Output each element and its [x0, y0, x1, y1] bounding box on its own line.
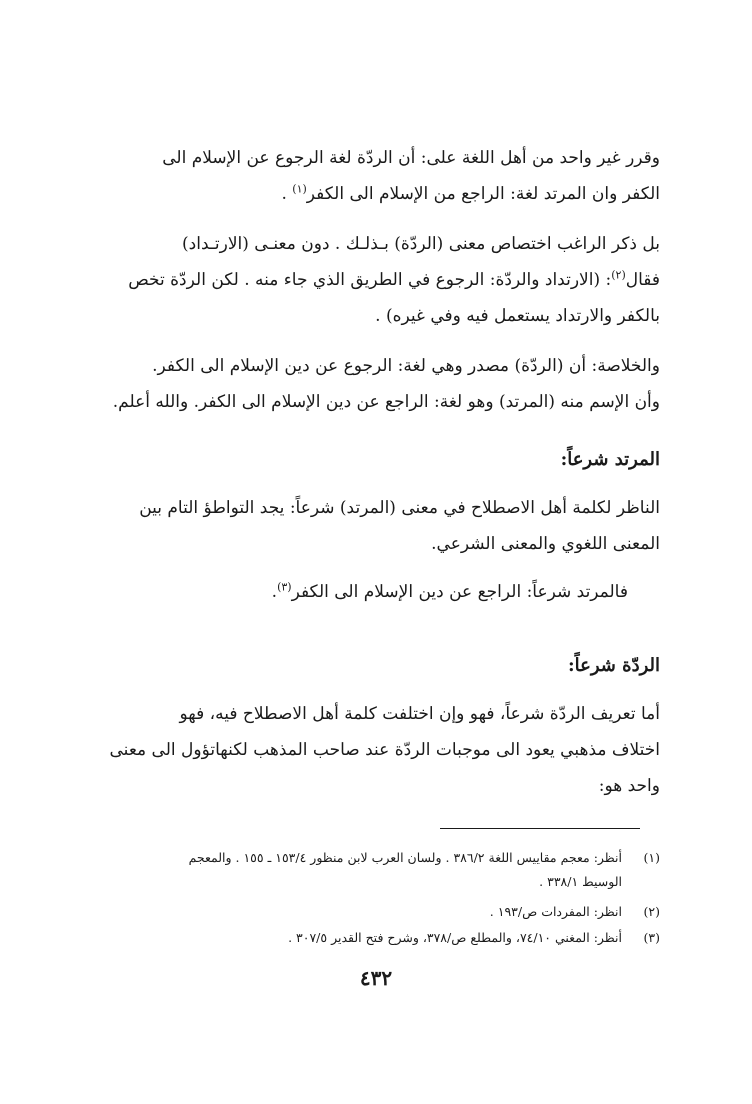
- footnote-divider: [440, 828, 640, 829]
- paragraph-murtad-term: [90, 490, 660, 562]
- footnote-mark: (٢): [643, 904, 660, 919]
- paragraph-line: : (الارتداد والردّة: الرجوع في الطريق الذي جاء منه . لكن الردّة تخص: [128, 270, 612, 290]
- footnote-ref-1[interactable]: (١): [292, 182, 307, 196]
- footnote-text: أنظر: معجم مقاييس اللغة ٣٨٦/٢ . ولسان العرب لابن منظور ١٥٣/٤ ـ ١٥٥ . والمعجم: [188, 850, 623, 865]
- footnote-3: [80, 926, 660, 950]
- paragraph-raghib: [90, 226, 660, 334]
- footnote-text: أنظر: المغني ٧٤/١٠، والمطلع ص/٣٧٨، وشرح فتح القدير ٣٠٧/٥ .: [288, 930, 623, 945]
- paragraph-line: أما تعريف الردّة شرعاً، فهو وإن اختلفت كلمة أهل الاصطلاح فيه، فهو: [179, 704, 660, 724]
- footnote-mark: (٣): [643, 930, 660, 945]
- paragraph-line: والخلاصة: أن (الردّة) مصدر وهي لغة: الرجوع عن دين الإسلام الى الكفر.: [152, 356, 660, 376]
- paragraph-line: اختلاف مذهبي يعود الى موجبات الردّة عند صاحب المذهب لكنهاتؤول الى معنى: [109, 740, 660, 760]
- paragraph-linguistic-apostasy: [90, 140, 660, 212]
- paragraph-line-start: فقال: [625, 270, 660, 290]
- paragraph-line: وقرر غير واحد من أهل اللغة على: أن الردّة لغة الرجوع عن الإسلام الى: [162, 148, 660, 168]
- paragraph-line-end: .: [281, 184, 293, 204]
- section-heading-ridda: الردّة شرعاً:: [567, 655, 660, 676]
- page-number: ٤٣٢: [359, 966, 393, 990]
- paragraph-line-end: .: [271, 582, 278, 602]
- paragraph-line: وأن الإسم منه (المرتد) وهو لغة: الراجع عن دين الإسلام الى الكفر. والله أعلم.: [112, 392, 660, 412]
- paragraph-line: بالكفر والارتداد يستعمل فيه وفي غيره) .: [375, 306, 660, 326]
- paragraph-line: بل ذكر الراغب اختصاص معنى (الردّة) بـذلـك . دون معنـى (الارتـداد): [182, 234, 660, 254]
- paragraph-summary: [90, 348, 660, 420]
- footnote-2: [80, 900, 660, 924]
- paragraph-line: فالمرتد شرعاً: الراجع عن دين الإسلام الى الكفر: [291, 582, 628, 602]
- paragraph-murtad-definition: [90, 574, 628, 610]
- footnote-1: [80, 846, 660, 894]
- paragraph-line: الناظر لكلمة أهل الاصطلاح في معنى (المرتد) شرعاً: يجد التواطؤ التام بين: [139, 498, 660, 518]
- footnote-text: الوسيط ٣٣٨/١ .: [539, 874, 623, 889]
- footnote-text: انظر: المفردات ص/١٩٣ .: [489, 904, 623, 919]
- paragraph-line: واحد هو:: [598, 776, 660, 796]
- paragraph-ridda-definition: [90, 696, 660, 804]
- paragraph-line: الكفر وان المرتد لغة: الراجع من الإسلام الى الكفر: [306, 184, 660, 204]
- footnote-ref-2[interactable]: (٢): [611, 268, 626, 282]
- paragraph-line: المعنى اللغوي والمعنى الشرعي.: [431, 534, 660, 554]
- section-heading-murtad: المرتد شرعاً:: [560, 449, 660, 470]
- footnote-mark: (١): [643, 850, 660, 865]
- footnote-ref-3[interactable]: (٣): [277, 580, 292, 594]
